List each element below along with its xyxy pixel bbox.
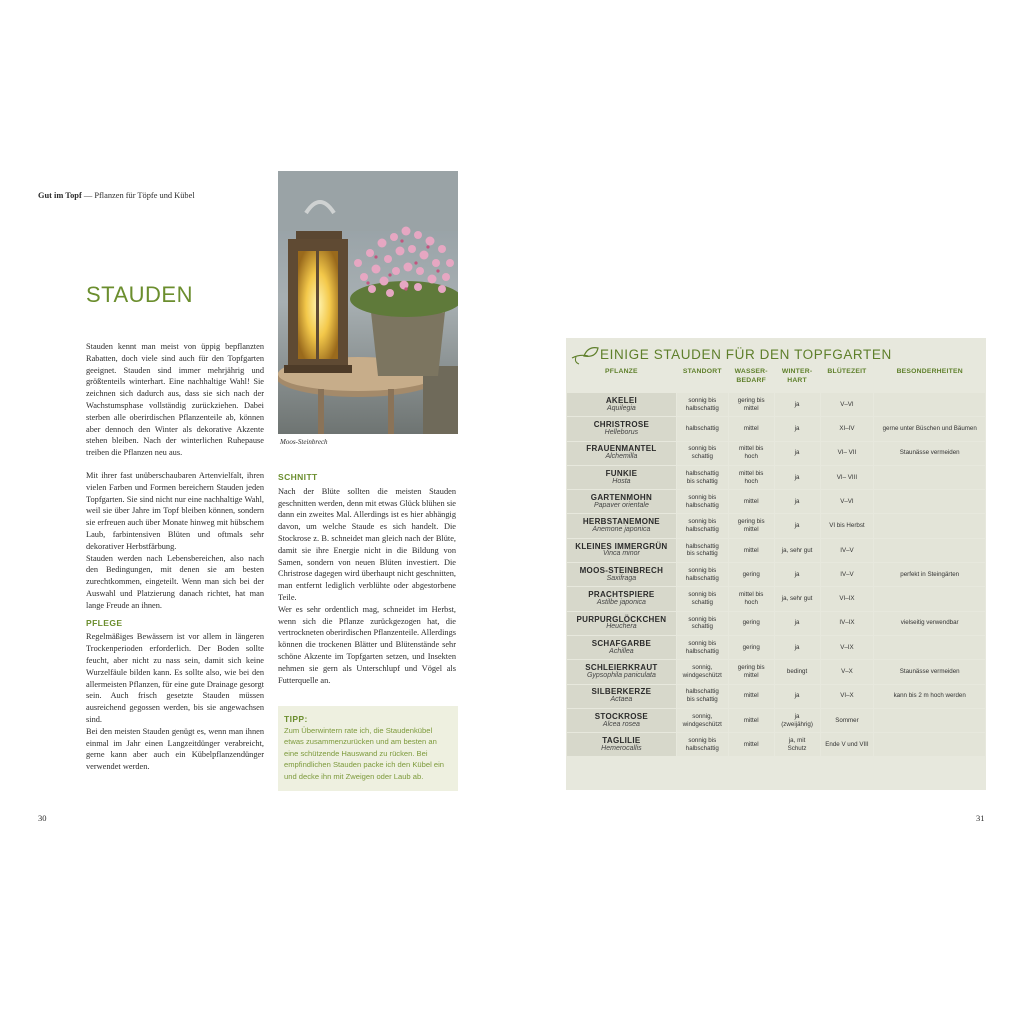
cell-winterhart: ja (zweijährig)	[774, 708, 820, 732]
table-row	[567, 587, 986, 611]
column-header: WASSER- BEDARF	[734, 368, 768, 384]
cell-bluetezeit: VI–IX	[820, 587, 874, 611]
plant-latin-name: Actaea	[610, 696, 633, 704]
cell-wasserbedarf: mittel	[728, 417, 774, 441]
plants-table	[566, 366, 986, 757]
cell-plant	[567, 490, 677, 514]
plant-latin-name: Alchemilla	[605, 453, 638, 461]
cell-bluetezeit: VI–X	[820, 684, 874, 708]
cell-wasserbedarf: gering	[728, 563, 774, 587]
header-separator: —	[83, 191, 93, 200]
column-header: PFLANZE	[605, 368, 638, 375]
page-title: STAUDEN	[86, 282, 193, 307]
cell-standort: sonnig bis halbschattig	[676, 733, 728, 757]
table-row	[567, 660, 986, 684]
table-row	[567, 441, 986, 465]
plant-latin-name: Vinca minor	[602, 550, 640, 558]
table-row	[567, 611, 986, 635]
cell-standort: sonnig, windgeschützt	[676, 708, 728, 732]
plant-latin-name: Saxifraga	[606, 574, 637, 582]
cell-winterhart: ja, sehr gut	[774, 587, 820, 611]
plant-name: SCHLEIERKRAUT	[585, 663, 658, 673]
plant-name: AKELEI	[605, 395, 637, 405]
plant-latin-name: Heuchera	[606, 623, 637, 631]
cell-bluetezeit: IV–V	[820, 538, 874, 562]
cell-bluetezeit: Sommer	[820, 708, 874, 732]
cell-wasserbedarf: gering bis mittel	[728, 393, 774, 417]
plant-latin-name: Hosta	[612, 477, 631, 485]
cell-standort: sonnig, windgeschützt	[676, 660, 728, 684]
column-header: STANDORT	[682, 368, 722, 375]
paragraph: Mit ihrer fast unüberschaubaren Artenvielfalt, ihren vielen Farben und Formen bereichern Stauden jeden Topfgarten. Sie sind nicht nur eine nachhaltige Wahl, weil sie über Jahre im Topf bleiben können, sondern sie erfreuen auch über Monate hinweg mit hübschem Laub, farbintensiven Blüten und oftmals sehr dekorativer Herbstfärbung.	[86, 470, 264, 551]
cell-wasserbedarf: gering	[728, 635, 774, 659]
cell-winterhart: ja	[774, 563, 820, 587]
plant-name: HERBSTANEMONE	[582, 517, 660, 527]
cell-plant	[567, 684, 677, 708]
cell-bluetezeit: Ende V und VIII	[820, 733, 874, 757]
plant-name: PRACHTSPIERE	[588, 590, 655, 600]
plant-latin-name: Anemone japonica	[592, 526, 651, 534]
cell-bluetezeit: IV–V	[820, 563, 874, 587]
plant-latin-name: Helleborus	[604, 428, 639, 436]
cell-standort: sonnig bis halbschattig	[676, 635, 728, 659]
cell-plant	[567, 538, 677, 562]
cell-plant	[567, 635, 677, 659]
plant-name: CHRISTROSE	[593, 420, 650, 430]
plant-latin-name: Astilbe japonica	[596, 599, 646, 607]
plant-latin-name: Achillea	[609, 647, 634, 655]
cell-winterhart: ja	[774, 514, 820, 538]
cell-standort: sonnig bis halbschattig	[676, 563, 728, 587]
cell-wasserbedarf: mittel	[728, 708, 774, 732]
section-heading-pflege: PFLEGE	[86, 617, 123, 628]
plant-name: STOCKROSE	[594, 711, 649, 721]
photo-illustration	[278, 171, 458, 434]
cell-besonderheiten	[874, 490, 986, 514]
cell-winterhart: ja	[774, 417, 820, 441]
cell-besonderheiten: gerne unter Büschen und Bäumen	[874, 417, 986, 441]
cell-winterhart: bedingt	[774, 660, 820, 684]
cell-bluetezeit: VI bis Herbst	[820, 514, 874, 538]
cell-plant	[567, 441, 677, 465]
plant-name: FRAUENMANTEL	[586, 444, 657, 454]
paragraph: Bei den meisten Stauden genügt es, wenn man ihnen einmal im Jahr einen Langzeitdünger verabreicht, gerne kann aber auch ein Kübelpflanzendünger verwendet werden.	[86, 726, 264, 772]
cell-wasserbedarf: mittel	[728, 490, 774, 514]
cell-besonderheiten	[874, 635, 986, 659]
table-row	[567, 514, 986, 538]
cell-wasserbedarf: mittel	[728, 733, 774, 757]
plant-latin-name: Hemerocallis	[601, 744, 642, 752]
cell-plant	[567, 514, 677, 538]
cell-besonderheiten	[874, 538, 986, 562]
cell-standort: halbschattig	[676, 417, 728, 441]
cell-besonderheiten	[874, 514, 986, 538]
cell-standort: sonnig bis halbschattig	[676, 393, 728, 417]
page-number-right: 31	[976, 813, 985, 823]
cell-plant	[567, 465, 677, 489]
cell-plant	[567, 563, 677, 587]
cell-besonderheiten: kann bis 2 m hoch werden	[874, 684, 986, 708]
cell-plant	[567, 393, 677, 417]
cell-standort: sonnig bis schattig	[676, 587, 728, 611]
paragraph: Stauden werden nach Lebensbereichen, also nach den Bedingungen, mit denen sie am besten zurechtkommen, eingeteilt. Wenn man sich bei der Auswahl und Platzierung danach richtet, hat man lange Freude an ihnen.	[86, 553, 264, 610]
column-header: BESONDERHEITEN	[896, 368, 963, 375]
table-row	[567, 538, 986, 562]
cell-plant	[567, 587, 677, 611]
table-title: EINIGE STAUDEN FÜR DEN TOPFGARTEN	[600, 347, 892, 362]
cell-winterhart: ja	[774, 441, 820, 465]
cell-standort: halbschattig bis schattig	[676, 684, 728, 708]
cell-plant	[567, 660, 677, 684]
plant-name: KLEINES IMMERGRÜN	[575, 541, 668, 551]
header-chapter: Pflanzen für Töpfe und Kübel	[94, 191, 195, 200]
cell-winterhart: ja	[774, 611, 820, 635]
plant-latin-name: Papaver orientale	[593, 501, 649, 509]
plants-table-box	[566, 338, 986, 790]
cell-besonderheiten: vielseitig verwendbar	[874, 611, 986, 635]
cell-wasserbedarf: gering	[728, 611, 774, 635]
cell-wasserbedarf: mittel bis hoch	[728, 441, 774, 465]
plant-name: GARTENMOHN	[590, 493, 653, 503]
cell-besonderheiten: perfekt in Steingärten	[874, 563, 986, 587]
plant-name: PURPURGLÖCKCHEN	[576, 614, 667, 624]
table-row	[567, 490, 986, 514]
table-header-row	[567, 366, 986, 393]
plant-latin-name: Aquilegia	[607, 404, 636, 412]
cell-bluetezeit: VI– VII	[820, 441, 874, 465]
table-row	[567, 417, 986, 441]
cell-wasserbedarf: mittel bis hoch	[728, 587, 774, 611]
cell-plant	[567, 708, 677, 732]
cell-wasserbedarf: mittel	[728, 538, 774, 562]
cell-bluetezeit: V–VI	[820, 490, 874, 514]
cell-bluetezeit: V–VI	[820, 393, 874, 417]
cell-winterhart: ja	[774, 635, 820, 659]
page-number-left: 30	[38, 813, 47, 823]
cell-winterhart: ja	[774, 465, 820, 489]
text-column-middle	[278, 472, 456, 686]
photo-lantern-saxifraga	[278, 171, 458, 434]
cell-besonderheiten: Staunässe vermeiden	[874, 660, 986, 684]
cell-plant	[567, 417, 677, 441]
intro-paragraph: Stauden kennt man meist von üppig bepflanzten Rabatten, doch viele sind auch für den Topfgarten geeignet. Stauden sind immer mehrjährig und größtenteils winterhart. Eine nachhaltige Wahl! Sie zeichnen sich dadurch aus, dass sie sich nach der Wachstumsphase vollständig zurückziehen. Dabei sterben alle oberirdischen Pflanzenteile ab, können aber dennoch den Winter als dekorative Akzente stehen bleiben. Nach der winterlichen Ruhepause treiben die Pflanzen neu aus.	[86, 342, 264, 458]
column-header: WINTER- HART	[781, 368, 813, 384]
tip-text: Zum Überwintern rate ich, die Staudenkübel etwas zusammenzurücken und am besten an eine schützende Hauswand zu rücken. Bei empfindlichen Stauden packe ich den Kübel ein und decke ihn mit Zweigen oder Laub ab.	[284, 726, 445, 781]
cell-besonderheiten	[874, 465, 986, 489]
plant-name: FUNKIE	[605, 468, 638, 478]
header-book-title: Gut im Topf	[38, 191, 82, 200]
plant-latin-name: Gypsophila paniculata	[586, 671, 656, 679]
plant-name: MOOS-STEINBRECH	[579, 565, 664, 575]
plant-latin-name: Alcea rosea	[602, 720, 640, 728]
text-column-left	[86, 341, 264, 773]
plant-name: SCHAFGARBE	[591, 638, 652, 648]
cell-plant	[567, 611, 677, 635]
cell-wasserbedarf: gering bis mittel	[728, 514, 774, 538]
cell-plant	[567, 733, 677, 757]
cell-winterhart: ja, sehr gut	[774, 538, 820, 562]
photo-caption: Moos-Steinbrech	[280, 438, 328, 446]
paragraph: Regelmäßiges Bewässern ist vor allem in längeren Trockenperioden erforderlich. Der Boden sollte feucht, aber nicht zu nass sein, damit sich keine Wurzelfäule bilden kann. Es sollte also, wie bei den allermeisten Pflanzen, für eine gute Drainage gesorgt sein. Auch frisch gesetzte Stauden müssen ausreichend gegossen werden, bis sie angewachsen sind.	[86, 632, 264, 724]
cell-standort: halbschattig bis schattig	[676, 465, 728, 489]
plant-name: TAGLILIE	[602, 736, 641, 745]
cell-besonderheiten: Staunässe vermeiden	[874, 441, 986, 465]
cell-besonderheiten	[874, 587, 986, 611]
table-row	[567, 635, 986, 659]
cell-standort: sonnig bis halbschattig	[676, 514, 728, 538]
cell-bluetezeit: IV–IX	[820, 611, 874, 635]
table-row	[567, 563, 986, 587]
cell-bluetezeit: XI–IV	[820, 417, 874, 441]
cell-wasserbedarf: mittel bis hoch	[728, 465, 774, 489]
cell-winterhart: ja	[774, 393, 820, 417]
section-heading-schnitt: SCHNITT	[278, 472, 318, 482]
table-row	[567, 708, 986, 732]
cell-wasserbedarf: mittel	[728, 684, 774, 708]
running-header	[38, 191, 195, 200]
cell-standort: sonnig bis schattig	[676, 611, 728, 635]
cell-besonderheiten	[874, 708, 986, 732]
column-header: BLÜTEZEIT	[827, 368, 867, 375]
paragraph: Nach der Blüte sollten die meisten Stauden geschnitten werden, denn mit etwas Glück blühen sie dann ein zweites Mal. Allerdings ist es hier abhängig davon, um welche Staude es sich handelt. Die Stockrose z. B. schneidet man gleich nach der Blüte, damit sie ihre Energie nicht in die Bildung von Samen, sondern von neuen Blüten investiert. Die Christrose dagegen wird überhaupt nicht geschnitten, man entfernt lediglich verblühte oder abgestorbene Teile.	[278, 486, 456, 602]
cell-wasserbedarf: gering bis mittel	[728, 660, 774, 684]
cell-bluetezeit: VI– VIII	[820, 465, 874, 489]
cell-standort: sonnig bis halbschattig	[676, 490, 728, 514]
plant-name: SILBERKERZE	[591, 687, 652, 697]
table-row	[567, 684, 986, 708]
table-row	[567, 393, 986, 417]
tip-title: TIPP:	[284, 714, 308, 724]
table-row	[567, 733, 986, 757]
cell-winterhart: ja, mit Schutz	[774, 733, 820, 757]
cell-winterhart: ja	[774, 684, 820, 708]
cell-winterhart: ja	[774, 490, 820, 514]
cell-standort: sonnig bis schattig	[676, 441, 728, 465]
cell-standort: halbschattig bis schattig	[676, 538, 728, 562]
paragraph: Wer es sehr ordentlich mag, schneidet im Herbst, wenn sich die Pflanze zurückgezogen hat, die vertrockneten oberirdischen Pflanzenteile. Allerdings können die trockenen Blätter und Blütenstände sehr schöne Akzente im Topfgarten setzen, und Insekten nehmen sie gern als Unterschlupf und Vögel als Futterquelle an.	[278, 604, 456, 685]
cell-besonderheiten	[874, 733, 986, 757]
table-row	[567, 465, 986, 489]
tip-box	[278, 706, 458, 791]
cell-besonderheiten	[874, 393, 986, 417]
cell-bluetezeit: V–X	[820, 660, 874, 684]
leaf-icon	[570, 344, 600, 366]
cell-bluetezeit: V–IX	[820, 635, 874, 659]
